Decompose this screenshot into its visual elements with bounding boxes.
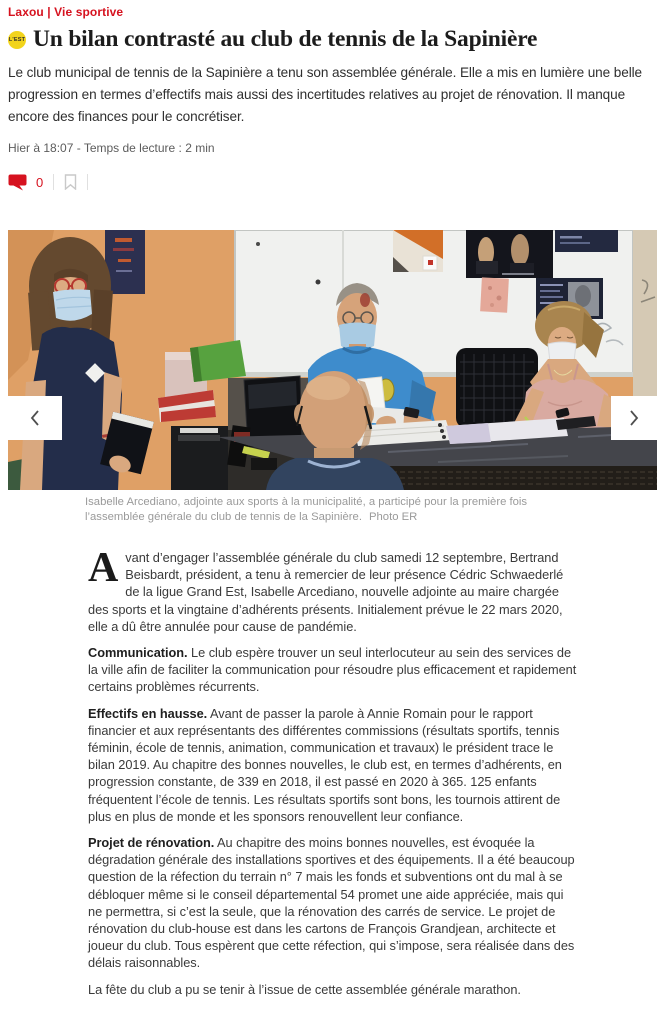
divider — [87, 174, 88, 190]
paragraph-text: Le club espère trouver un seul interlocuteur au sein des services de la ville afin de faciliter la communication pour résoudre plus efficacement et rapidement certains problèmes récurrents. — [88, 645, 577, 695]
page-title: Un bilan contrasté au club de tennis de la Sapinière — [33, 26, 538, 52]
bookmark-icon — [64, 174, 77, 190]
paragraph-text: Au chapitre des moins bonnes nouvelles, est évoquée la dégradation générale des installations sportives et des équipements. Il a été beaucoup question de la réfection du terrain n° 7 mais les fonds et subventions ont du mal à se débloquer même si le conseil départemental 54 promet une aide appréciée, mais qui ne permettra, si c’est la seule, que la rénovation des carrés de service. Le projet de rénovation du club-house est dans les cartons de François Grandjean, architecte et joueur du club. Tous espèrent que cette réfection, qui s’impose, sera réalisée dans des délais raisonnables. — [88, 835, 575, 971]
paragraph-text: vant d’engager l’assemblée générale du club samedi 12 septembre, Bertrand Beisbardt, président, a tenu à remercier de leur présence Cédric Schwaederlé de la ligue Grand Est, Isabelle Arcediano, nouvelle adjointe au maire chargée des sports et la vingtaine d’adhérents présents. Initialement prévue le 22 mars 2020, elle a dû être annulée pour cause de pandémie. — [88, 550, 564, 634]
breadcrumb[interactable]: Laxou | Vie sportive — [8, 5, 124, 19]
photo-carousel — [8, 230, 657, 490]
comment-icon — [8, 174, 27, 191]
headline-row — [8, 26, 657, 53]
paragraph — [88, 545, 580, 635]
action-bar — [8, 172, 657, 192]
carousel-prev-button[interactable] — [8, 396, 62, 440]
paragraph — [88, 644, 580, 696]
paragraph-lead: Effectifs en hausse. — [88, 705, 208, 721]
paragraph-text: La fête du club a pu se tenir à l’issue de cette assemblée générale marathon. — [88, 981, 521, 997]
comments-button[interactable] — [8, 174, 43, 191]
paragraph — [88, 705, 580, 825]
caption-text: Isabelle Arcediano, adjointe aux sports à la municipalité, a participé pour la première fois l’assemblée générale du club de tennis de la Sapinière. — [85, 496, 528, 524]
divider — [53, 174, 54, 190]
paragraph — [88, 834, 580, 972]
photo-poster-left — [105, 230, 145, 294]
paragraph — [88, 981, 580, 998]
caption-credit: Photo ER — [368, 511, 418, 524]
article-body — [88, 545, 580, 998]
photo-caption — [85, 495, 575, 525]
bookmark-button[interactable] — [64, 174, 77, 190]
chevron-left-icon — [29, 408, 41, 428]
paragraph-lead: Communication. — [88, 645, 188, 661]
paragraph-lead: Projet de rénovation. — [88, 835, 215, 851]
article-photo — [8, 230, 657, 490]
brand-badge-icon: L'EST — [8, 31, 26, 49]
carousel-next-button[interactable] — [611, 396, 657, 440]
article-meta: Hier à 18:07 - Temps de lecture : 2 min — [8, 141, 215, 156]
paragraph-text: Avant de passer la parole à Annie Romain pour le rapport financier et aux représentants des différentes commissions (résultats sportifs, tennis féminin, école de tennis, animation, communication et travaux) le président trace le bilan 2019. Au chapitre des bonnes nouvelles, le club est, en termes d’adhérents, en progression constante, de 339 en 2018, il est passé en 2020 à 365. 125 enfants fréquentent l’école de tennis. Les résultats sportifs sont bons, les tournois attirent de plus en plus de monde et les sponsors renouvellent leur confiance. — [88, 705, 562, 824]
dropcap: A — [88, 545, 119, 592]
chevron-right-icon — [628, 408, 640, 428]
article-lede: Le club municipal de tennis de la Sapinière a tenu son assemblée générale. Elle a mis en lumière une belle progression en termes d’effectifs mais aussi des incertitudes relatives au projet de rénovation. Il manque encore des finances pour le concrétiser. — [8, 65, 642, 125]
comment-count: 0 — [36, 174, 44, 190]
